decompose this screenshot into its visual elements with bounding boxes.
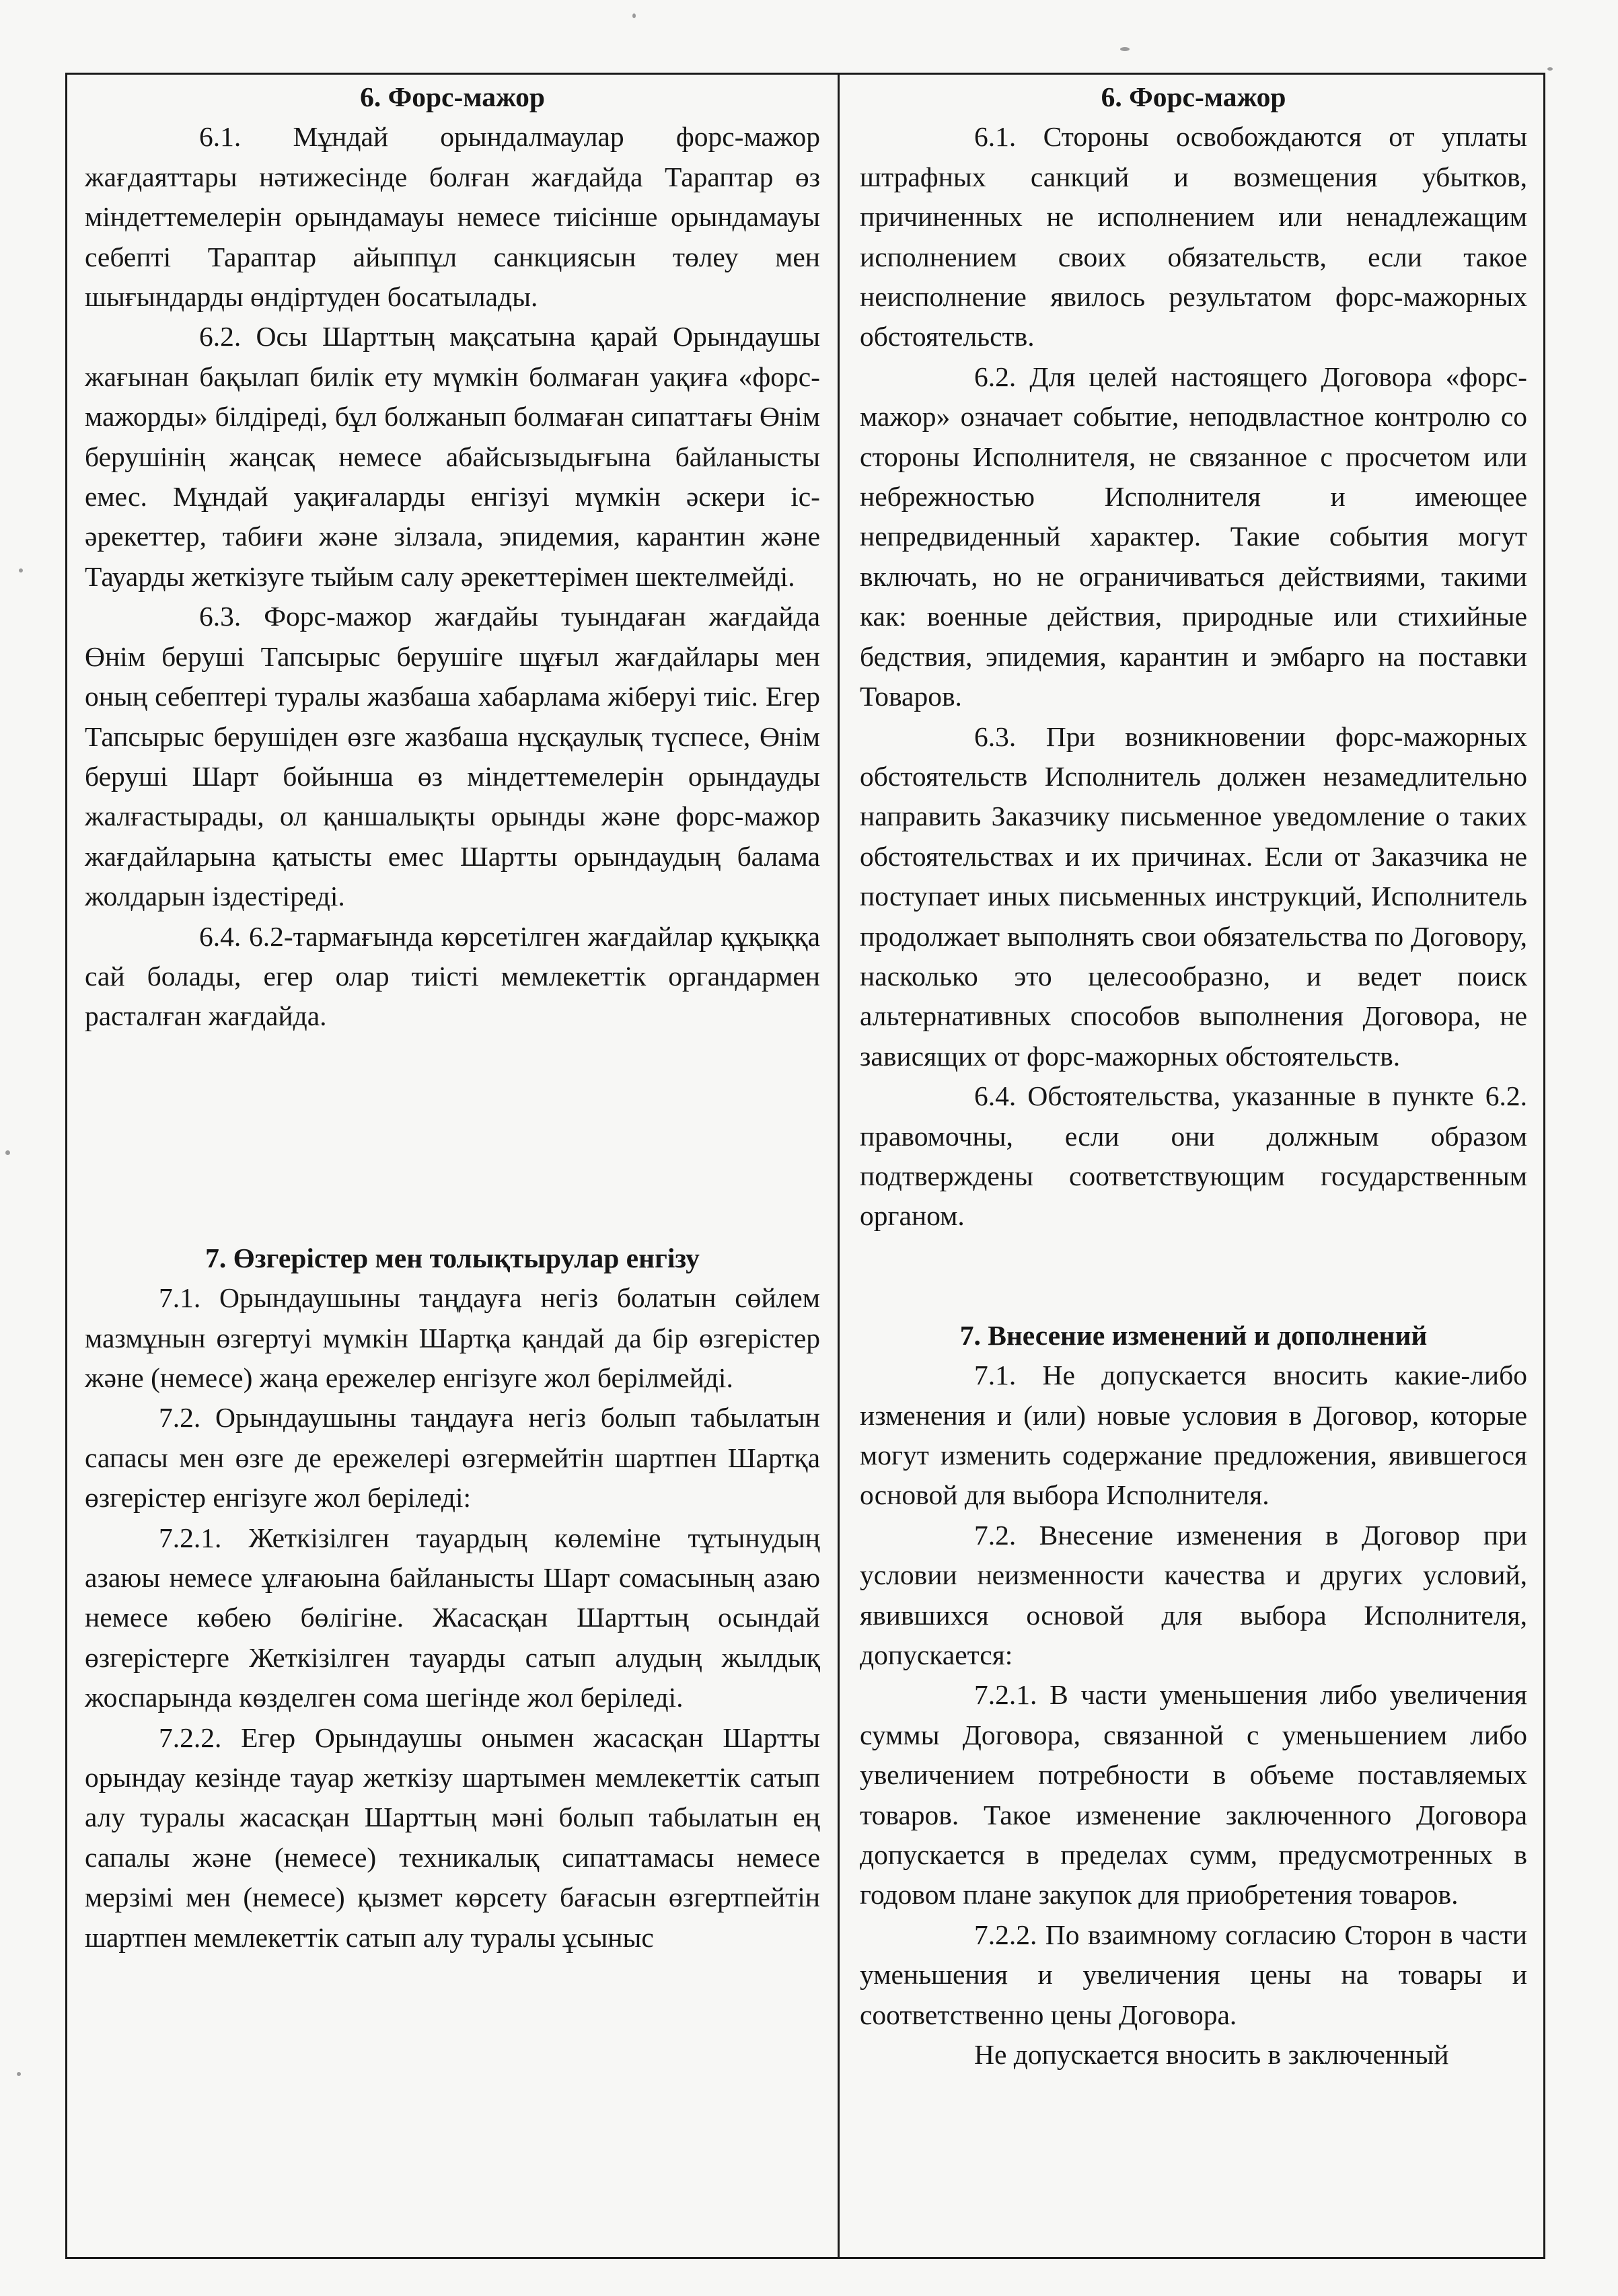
clause-6-2-ru: 6.2. Для целей настоящего Договора «форс-мажор» означает событие, неподвластное контролю со стороны Исполнителя, не связанное с просчетом или небрежностью Исполнителя и имеющее непредвиденный характер. Такие события могут включать, но не ограничиваться действиями, такими как: военные действия, природные или стихийные бедствия, эпидемия, карантин и эмбарго на поставки Товаров. [860,361,1527,712]
clause-7-1-kz: 7.1. Орындаушыны таңдауға негіз болатын сөйлем мазмұнын өзгертуі мүмкін Шартқа қандай да бір өзгерістер және (немесе) жаңа ережелер енгізуге жол берілмейді. [85,1282,820,1393]
clause-7-2-1-kz: 7.2.1. Жеткізілген тауардың көлеміне тұтынудың азаюы немесе ұлғаюына байланысты Шарт сомасының азаю немесе көбею бөлігіне. Жасасқан Шарттың осындай өзгерістерге Жеткізілген тауарды сатып алудың жылдық жоспарында көзделген сома шегінде жол беріледі. [85,1522,820,1713]
section-6-title-kz: 6. Форс-мажор [360,81,545,112]
scan-speck [17,2072,21,2076]
clause-7-2-2-ru: 7.2.2. По взаимному согласию Сторон в части уменьшения и увеличения цены на товары и соответственно цены Договора. [860,1919,1527,2030]
clause-7-2-kz: 7.2. Орындаушыны таңдауға негіз болып табылатын сапасы мен өзге де ережелері өзгермейтін шартпен Шартқа өзгерістер енгізуге жол беріледі: [85,1402,820,1514]
scan-speck [632,13,636,18]
scan-speck [5,1150,10,1155]
clause-6-4-ru: 6.4. Обстоятельства, указанные в пункте 6.2. правомочны, если они должным образом подтверждены соответствующим государственным органом. [860,1080,1527,1232]
bilingual-contract-table [65,73,1545,2259]
scan-speck [1547,67,1553,71]
blank-gap-ru [860,1236,1527,1316]
clause-last-ru: Не допускается вносить в заключенный [974,2039,1449,2071]
kazakh-column [67,75,840,2257]
scan-speck [19,568,23,572]
russian-column [840,75,1547,2257]
clause-7-2-ru: 7.2. Внесение изменения в Договор при условии неизменности качества и других условий, явившихся основой для выбора Исполнителя, допускается: [860,1519,1527,1671]
clause-6-3-ru: 6.3. При возникновении форс-мажорных обстоятельств Исполнитель должен незамедлительно направить Заказчику письменное уведомление о таких обстоятельствах и их причинах. Если от Заказчика не поступает иных письменных инструкций, Исполнитель продолжает выполнять свои обязательства по Договору, насколько это целесообразно, и ведет поиск альтернативных способов выполнения Договора, не зависящих от форс-мажорных обстоятельств. [860,720,1527,1072]
clause-6-1-ru: 6.1. Стороны освобождаются от уплаты штрафных санкций и возмещения убытков, причиненных не исполнением или ненадлежащим исполнением своих обязательств, если такое неисполнение явилось результатом форс-мажорных обстоятельств. [860,121,1527,353]
section-6-title-ru: 6. Форс-мажор [1101,81,1286,112]
clause-6-2-kz: 6.2. Осы Шарттың мақсатына қарай Орындаушы жағынан бақылап билік ету мүмкін болмаған уақиға «форс-мажорды» білдіреді, бұл болжанып болмаған сипаттағы Өнім берушінің жаңсақ немесе абайсызыдығына байланысты емес. Мұндай уақиғаларды енгізуі мүмкін әскери іс-әрекеттер, табиғи және зілзала, эпидемия, карантин және Тауарды жеткізуге тыйым салу әрекеттерімен шектелмейді. [85,321,820,592]
section-7-title-kz: 7. Өзгерістер мен толықтырулар енгізу [205,1242,700,1273]
clause-6-3-kz: 6.3. Форс-мажор жағдайы туындаған жағдайда Өнім беруші Тапсырыс берушіге шұғыл жағдайлары мен оның себептері туралы жазбаша хабарлама жіберуі тиіс. Егер Тапсырыс берушіден өзге жазбаша нұсқаулық түспесе, Өнім беруші Шарт бойынша өз міндеттемелерін орындауды жалғастырады, ол қаншалықты орынды және форс-мажор жағдайларына қатысты емес Шартты орындаудың балама жолдарын іздестіреді. [85,601,820,912]
blank-gap-kz [85,1037,820,1238]
clause-7-1-ru: 7.1. Не допускается вносить какие-либо изменения и (или) новые условия в Договор, которые могут изменить содержание предложения, явившегося основой для выбора Исполнителя. [860,1360,1527,1511]
clause-6-1-kz: 6.1. Мұндай орындалмаулар форс-мажор жағдаяттары нәтижесінде болған жағдайда Тараптар өз міндеттемелерін орындамауы немесе тиісінше орындамауы себепті Тараптар айыппұл санкциясын төлеу мен шығындарды өндіртуден босатылады. [85,121,820,313]
section-7-title-ru: 7. Внесение изменений и дополнений [959,1319,1428,1351]
scan-speck [1120,47,1130,51]
clause-6-4-kz: 6.4. 6.2-тармағында көрсетілген жағдайлар құқыққа сай болады, егер олар тиісті мемлекеттік органдармен расталған жағдайда. [85,920,820,1032]
clause-7-2-1-ru: 7.2.1. В части уменьшения либо увеличения суммы Договора, связанной с уменьшением либо увеличением потребности в объеме поставляемых товаров. Такое изменение заключенного Договора допускается в пределах сумм, предусмотренных в годовом плане закупок для приобретения товаров. [860,1679,1527,1911]
clause-7-2-2-kz: 7.2.2. Егер Орындаушы онымен жасасқан Шартты орындау кезінде тауар жеткізу шартымен мемлекеттік сатып алу туралы жасасқан Шарттың мәні болып табылатын ең сапалы және (немесе) техникалық сипаттамасы немесе мерзімі мен (немесе) қызмет көрсету бағасын өзгертпейтін шартпен мемлекеттік сатып алу туралы ұсыныс [85,1721,820,1953]
